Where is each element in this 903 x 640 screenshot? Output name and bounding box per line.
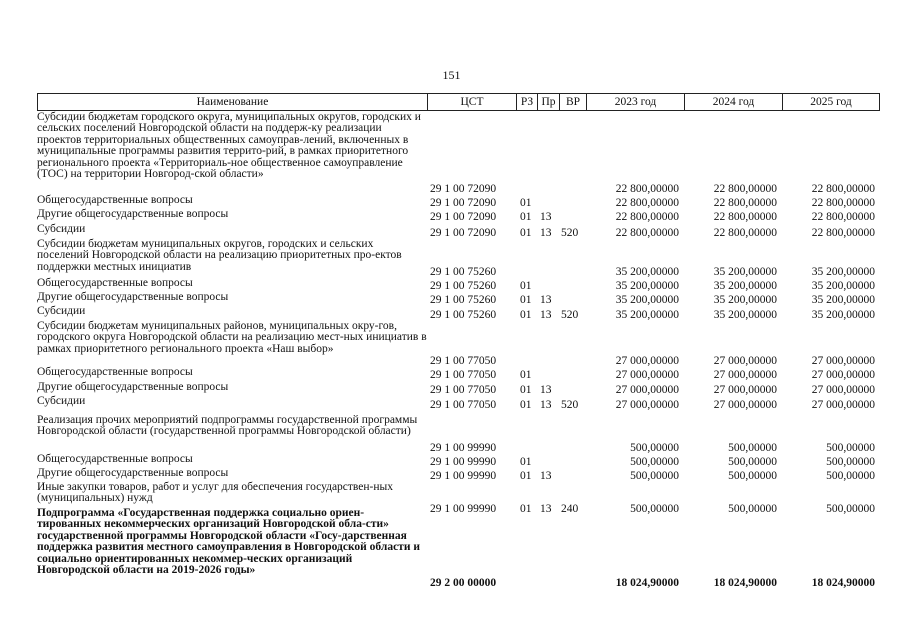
cell-rz: 01 <box>520 455 532 468</box>
table-row <box>0 306 903 321</box>
cell-2024: 22 800,00000 <box>713 210 777 223</box>
cell-2024: 22 800,00000 <box>713 182 777 195</box>
cell-2025: 27 000,00000 <box>811 354 875 367</box>
row-name: Субсидии <box>37 305 86 317</box>
cell-2023: 22 800,00000 <box>615 182 679 195</box>
cell-2023: 22 800,00000 <box>615 210 679 223</box>
cell-2025: 500,00000 <box>826 502 875 515</box>
cell-2025: 18 024,90000 <box>811 576 875 589</box>
row-name: Другие общегосударственные вопросы <box>37 291 229 303</box>
page-number: 151 <box>442 68 461 82</box>
cell-cst: 29 1 00 75260 <box>430 265 497 278</box>
cell-rz: 01 <box>520 368 532 381</box>
row-name: Субсидии бюджетам городского округа, муниципальных округов, городских и сельских поселений Новгородской области на поддерж-ку реализации проектов территориальных общественных самоуправ-лений, включенных в муниципальные программы развития террито-рий, в рамках приоритетного регионального проекта «Территориаль-ное общественное самоуправление (ТОС) на территории Новгород-ской области» <box>37 111 421 181</box>
row-name: Общегосударственные вопросы <box>37 366 193 378</box>
cell-2025: 27 000,00000 <box>811 368 875 381</box>
cell-rz: 01 <box>520 502 532 515</box>
row-name: Общегосударственные вопросы <box>37 277 193 289</box>
table-row <box>0 239 903 278</box>
cell-vr: 520 <box>561 226 579 239</box>
cell-2023: 27 000,00000 <box>615 368 679 381</box>
header-2024: 2024 год <box>684 93 783 111</box>
cell-2024: 35 200,00000 <box>713 265 777 278</box>
cell-2025: 35 200,00000 <box>811 265 875 278</box>
cell-2023: 35 200,00000 <box>615 279 679 292</box>
table-row <box>0 278 903 292</box>
header-rz: РЗ <box>516 93 538 111</box>
header-2023: 2023 год <box>586 93 685 111</box>
cell-2024: 22 800,00000 <box>713 196 777 209</box>
table-row <box>0 508 903 589</box>
cell-rz: 01 <box>520 398 532 411</box>
cell-rz: 01 <box>520 383 532 396</box>
cell-rz: 01 <box>520 293 532 306</box>
row-name: Общегосударственные вопросы <box>37 194 193 206</box>
table-row <box>0 321 903 367</box>
cell-2023: 35 200,00000 <box>615 293 679 306</box>
cell-rz: 01 <box>520 226 532 239</box>
cell-pr: 13 <box>540 293 552 306</box>
cell-2024: 35 200,00000 <box>713 279 777 292</box>
row-name: Субсидии бюджетам муниципальных районов, муниципальных окру-гов, городского округа Новгородской области на реализацию мест-ных инициатив в рамках приоритетного регионального проекта «Наш выбор» <box>37 320 427 355</box>
cell-cst: 29 1 00 99990 <box>430 441 497 454</box>
cell-2025: 22 800,00000 <box>811 210 875 223</box>
cell-2023: 500,00000 <box>630 455 679 468</box>
cell-cst: 29 1 00 77050 <box>430 398 497 411</box>
header-pr: Пр <box>537 93 560 111</box>
row-name: Реализация прочих мероприятий подпрограммы государственной программы Новгородской области (государственной программы Новгородской области) <box>37 414 418 438</box>
cell-cst: 29 1 00 72090 <box>430 182 497 195</box>
cell-2023: 500,00000 <box>630 469 679 482</box>
cell-2024: 500,00000 <box>728 455 777 468</box>
header-vr: ВР <box>559 93 587 111</box>
row-name: Субсидии бюджетам муниципальных округов, городских и сельских поселений Новгородской области на реализацию приоритетных про-ектов поддержки местных инициатив <box>37 238 402 273</box>
cell-2023: 27 000,00000 <box>615 398 679 411</box>
cell-cst: 29 1 00 99990 <box>430 469 497 482</box>
cell-rz: 01 <box>520 196 532 209</box>
cell-2025: 22 800,00000 <box>811 196 875 209</box>
header-cst: ЦСТ <box>427 93 517 111</box>
table-row <box>0 209 903 223</box>
cell-2023: 35 200,00000 <box>615 308 679 321</box>
cell-2024: 27 000,00000 <box>713 354 777 367</box>
cell-2025: 500,00000 <box>826 455 875 468</box>
table-row <box>0 195 903 209</box>
cell-2025: 22 800,00000 <box>811 226 875 239</box>
cell-cst: 29 1 00 75260 <box>430 279 497 292</box>
header-name: Наименование <box>37 93 428 111</box>
cell-2025: 35 200,00000 <box>811 279 875 292</box>
row-name: Другие общегосударственные вопросы <box>37 208 229 220</box>
cell-2023: 18 024,90000 <box>615 576 679 589</box>
cell-pr: 13 <box>540 308 552 321</box>
cell-rz: 01 <box>520 279 532 292</box>
cell-pr: 13 <box>540 226 552 239</box>
cell-2024: 500,00000 <box>728 502 777 515</box>
row-name: Субсидии <box>37 395 86 407</box>
cell-2024: 500,00000 <box>728 469 777 482</box>
cell-cst: 29 1 00 72090 <box>430 196 497 209</box>
cell-pr: 13 <box>540 502 552 515</box>
cell-pr: 13 <box>540 469 552 482</box>
row-name: Другие общегосударственные вопросы <box>37 381 229 393</box>
table-row <box>0 112 903 195</box>
cell-2024: 27 000,00000 <box>713 368 777 381</box>
cell-2024: 500,00000 <box>728 441 777 454</box>
cell-cst: 29 1 00 75260 <box>430 293 497 306</box>
cell-2023: 27 000,00000 <box>615 383 679 396</box>
cell-cst: 29 1 00 75260 <box>430 308 497 321</box>
cell-cst: 29 1 00 72090 <box>430 210 497 223</box>
row-name: Иные закупки товаров, работ и услуг для обеспечения государствен-ных (муниципальных) нужд <box>37 481 394 505</box>
cell-2023: 22 800,00000 <box>615 196 679 209</box>
row-name: Субсидии <box>37 223 86 235</box>
cell-rz: 01 <box>520 210 532 223</box>
cell-pr: 13 <box>540 398 552 411</box>
cell-cst: 29 1 00 99990 <box>430 502 497 515</box>
cell-2025: 35 200,00000 <box>811 308 875 321</box>
cell-vr: 520 <box>561 308 579 321</box>
cell-cst: 29 2 00 00000 <box>430 576 497 589</box>
cell-cst: 29 1 00 77050 <box>430 368 497 381</box>
cell-cst: 29 1 00 77050 <box>430 354 497 367</box>
cell-2024: 35 200,00000 <box>713 293 777 306</box>
cell-2025: 35 200,00000 <box>811 293 875 306</box>
cell-2025: 27 000,00000 <box>811 383 875 396</box>
row-name: Общегосударственные вопросы <box>37 453 193 465</box>
table-row <box>0 367 903 381</box>
cell-2023: 27 000,00000 <box>615 354 679 367</box>
cell-2024: 27 000,00000 <box>713 383 777 396</box>
row-name: Другие общегосударственные вопросы <box>37 467 229 479</box>
cell-pr: 13 <box>540 210 552 223</box>
header-2025: 2025 год <box>782 93 880 111</box>
table-row <box>0 454 903 468</box>
table-row <box>0 468 903 482</box>
table-row <box>0 396 903 411</box>
table-row <box>0 415 903 454</box>
cell-vr: 240 <box>561 502 579 515</box>
cell-2024: 22 800,00000 <box>713 226 777 239</box>
cell-vr: 520 <box>561 398 579 411</box>
cell-2024: 18 024,90000 <box>713 576 777 589</box>
cell-cst: 29 1 00 72090 <box>430 226 497 239</box>
cell-2023: 500,00000 <box>630 441 679 454</box>
cell-cst: 29 1 00 77050 <box>430 383 497 396</box>
cell-2024: 27 000,00000 <box>713 398 777 411</box>
table-row <box>0 382 903 396</box>
cell-2025: 22 800,00000 <box>811 182 875 195</box>
cell-pr: 13 <box>540 383 552 396</box>
cell-2025: 500,00000 <box>826 441 875 454</box>
table-row <box>0 224 903 239</box>
cell-rz: 01 <box>520 469 532 482</box>
row-name: Подпрограмма «Государственная поддержка социально ориен-тированных некоммерческих организаций Новгородской обла-сти» государственной программы Новгородской области «Госу-дарственная поддержка развития местного самоуправления в Новгородской области и социально ориентированных некоммер-ческих организаций Новгородской области на 2019-2026 годы» <box>37 507 420 577</box>
cell-2025: 27 000,00000 <box>811 398 875 411</box>
cell-2023: 500,00000 <box>630 502 679 515</box>
cell-rz: 01 <box>520 308 532 321</box>
cell-2024: 35 200,00000 <box>713 308 777 321</box>
cell-2023: 22 800,00000 <box>615 226 679 239</box>
cell-cst: 29 1 00 99990 <box>430 455 497 468</box>
cell-2023: 35 200,00000 <box>615 265 679 278</box>
cell-2025: 500,00000 <box>826 469 875 482</box>
table-row <box>0 292 903 306</box>
